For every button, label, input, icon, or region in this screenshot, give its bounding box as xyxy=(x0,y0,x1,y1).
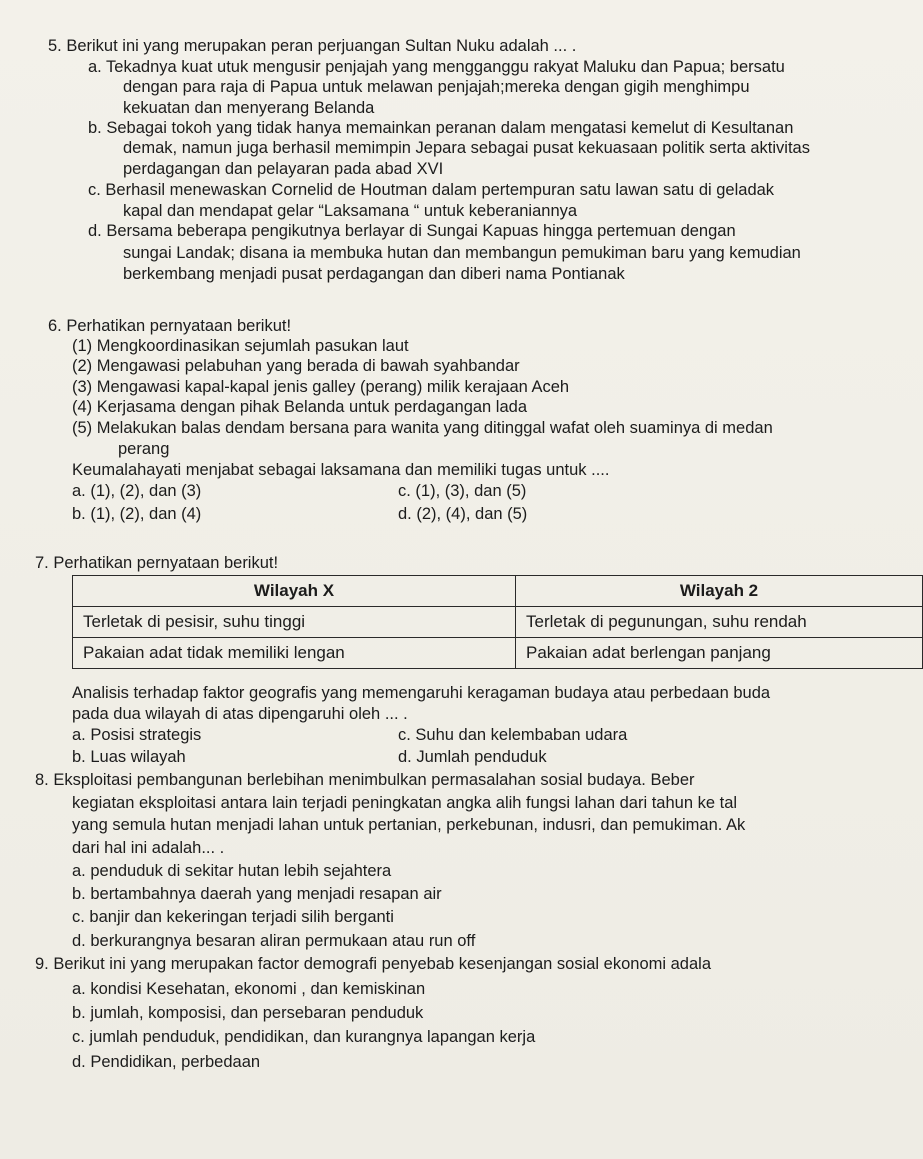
question-5-option-a-line3: kekuatan dan menyerang Belanda xyxy=(123,99,375,117)
question-8-stem-line2: kegiatan eksploitasi antara lain terjadi peningkatan angka alih fungsi lahan dari tahun ke tal xyxy=(72,794,738,812)
question-6-statement-5: (5) Melakukan balas dendam bersana para wanita yang ditinggal wafat oleh suaminya di medan xyxy=(72,419,773,437)
question-9-stem: 9. Berikut ini yang merupakan factor demografi penyebab kesenjangan sosial ekonomi adala xyxy=(35,955,712,973)
question-5-option-b: b. Sebagai tokoh yang tidak hanya memainkan peranan dalam mengatasi kemelut di Kesultanan xyxy=(88,119,794,137)
question-6-statement-4: (4) Kerjasama dengan pihak Belanda untuk perdagangan lada xyxy=(72,398,527,416)
question-6-option-a: a. (1), (2), dan (3) xyxy=(72,482,202,500)
table-row xyxy=(73,607,923,638)
question-5-option-b-line2: demak, namun juga berhasil memimpin Jepara sebagai pusat kekuasaan politik serta aktivitas xyxy=(123,139,810,157)
question-5-option-a: a. Tekadnya kuat utuk mengusir penjajah yang mengganggu rakyat Maluku dan Papua; bersatu xyxy=(88,58,785,76)
question-5-option-b-line3: perdagangan dan pelayaran pada abad XVI xyxy=(123,160,444,178)
question-8-stem-line4: dari hal ini adalah... . xyxy=(72,839,225,857)
question-7-stem: 7. Perhatikan pernyataan berikut! xyxy=(35,554,279,572)
question-6-option-b: b. (1), (2), dan (4) xyxy=(72,505,202,523)
table-header-wilayah-2: Wilayah 2 xyxy=(516,576,923,607)
question-8-stem: 8. Eksploitasi pembangunan berlebihan menimbulkan permasalahan sosial budaya. Beber xyxy=(35,771,695,789)
table-row xyxy=(73,638,923,669)
question-6-statement-1: (1) Mengkoordinasikan sejumlah pasukan laut xyxy=(72,337,409,355)
question-8-option-b: b. bertambahnya daerah yang menjadi resapan air xyxy=(72,885,442,903)
question-5-option-d: d. Bersama beberapa pengikutnya berlayar di Sungai Kapuas hingga pertemuan dengan xyxy=(88,222,736,240)
table-header-wilayah-x: Wilayah X xyxy=(73,576,516,607)
question-5-option-d-line2: sungai Landak; disana ia membuka hutan dan membangun pemukiman baru yang kemudian xyxy=(123,244,801,262)
question-8-option-c: c. banjir dan kekeringan terjadi silih berganti xyxy=(72,908,394,926)
question-9-option-d: d. Pendidikan, perbedaan xyxy=(72,1053,261,1071)
question-8-option-a: a. penduduk di sekitar hutan lebih sejahtera xyxy=(72,862,392,880)
question-6-question: Keumalahayati menjabat sebagai laksamana dan memiliki tugas untuk .... xyxy=(72,461,610,479)
question-7-option-a: a. Posisi strategis xyxy=(72,726,202,744)
question-9-option-a: a. kondisi Kesehatan, ekonomi , dan kemiskinan xyxy=(72,980,426,998)
question-8-option-d: d. berkurangnya besaran aliran permukaan atau run off xyxy=(72,932,476,950)
question-6-statement-3: (3) Mengawasi kapal-kapal jenis galley (perang) milik kerajaan Aceh xyxy=(72,378,570,396)
question-6-option-d: d. (2), (4), dan (5) xyxy=(398,505,528,523)
question-6-option-c: c. (1), (3), dan (5) xyxy=(398,482,527,500)
question-8-stem-line3: yang semula hutan menjadi lahan untuk pertanian, perkebunan, indusri, dan pemukiman. Ak xyxy=(72,816,746,834)
question-7-option-b: b. Luas wilayah xyxy=(72,748,186,766)
question-5-option-a-line2: dengan para raja di Papua untuk melawan penjajah;mereka dengan gigih menghimpu xyxy=(123,78,750,96)
question-7-option-c: c. Suhu dan kelembaban udara xyxy=(398,726,628,744)
question-9-option-c: c. jumlah penduduk, pendidikan, dan kurangnya lapangan kerja xyxy=(72,1028,536,1046)
region-comparison-table xyxy=(72,575,923,669)
question-6-statement-5-line2: perang xyxy=(118,440,170,458)
question-7-option-d: d. Jumlah penduduk xyxy=(398,748,547,766)
question-6-stem: 6. Perhatikan pernyataan berikut! xyxy=(48,317,292,335)
table-header-row xyxy=(73,576,923,607)
question-5-option-d-line3: berkembang menjadi pusat perdagangan dan diberi nama Pontianak xyxy=(123,265,625,283)
question-9-option-b: b. jumlah, komposisi, dan persebaran penduduk xyxy=(72,1004,424,1022)
table-cell: Terletak di pegunungan, suhu rendah xyxy=(516,607,923,638)
question-5-stem: 5. Berikut ini yang merupakan peran perjuangan Sultan Nuku adalah ... . xyxy=(48,37,577,55)
question-7-question-line2: pada dua wilayah di atas dipengaruhi oleh ... . xyxy=(72,705,408,723)
table-cell: Pakaian adat berlengan panjang xyxy=(516,638,923,669)
question-7-question: Analisis terhadap faktor geografis yang memengaruhi keragaman budaya atau perbedaan buda xyxy=(72,684,771,702)
question-6-statement-2: (2) Mengawasi pelabuhan yang berada di bawah syahbandar xyxy=(72,357,520,375)
table-cell: Pakaian adat tidak memiliki lengan xyxy=(73,638,516,669)
question-5-option-c-line2: kapal dan mendapat gelar “Laksamana “ untuk keberaniannya xyxy=(123,202,578,220)
question-5-option-c: c. Berhasil menewaskan Cornelid de Houtman dalam pertempuran satu lawan satu di geladak xyxy=(88,181,775,199)
table-cell: Terletak di pesisir, suhu tinggi xyxy=(73,607,516,638)
